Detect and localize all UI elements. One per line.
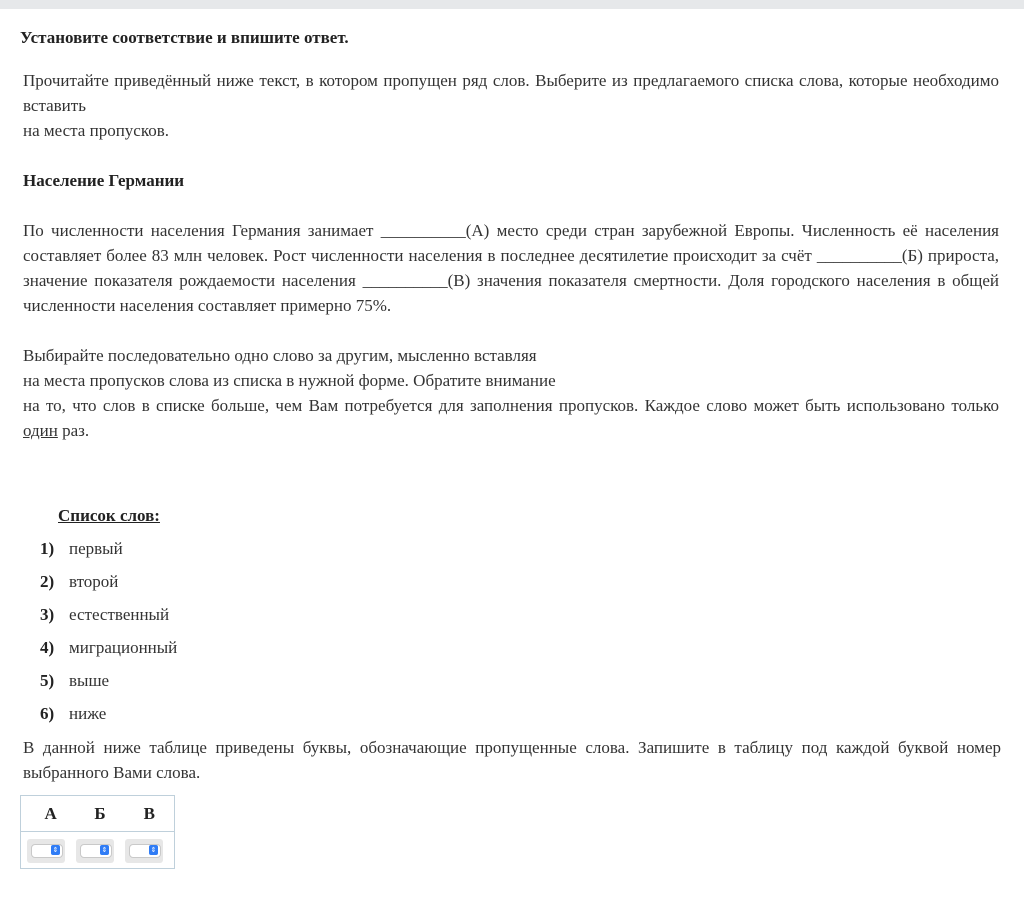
select-arrows-icon: ⇕ [52,846,59,854]
list-item: 1) первый [40,539,123,558]
column-header-v: В [143,804,155,823]
column-header-b: Б [94,804,106,823]
list-item: 3) естественный [40,605,170,624]
answer-select-a[interactable] [27,839,65,863]
hint-line-3: на то, что слов в списке больше, чем Вам потребуется для заполнения пропусков. Каждое слово может быть использовано только один раз. [23,396,1000,440]
answer-select-v[interactable] [125,839,163,863]
task-instructions: Прочитайте приведённый ниже текст, в котором пропущен ряд слов. Выберите из предлагаемого списка слова, которые необходимо вставить на места пропусков. [23,71,999,140]
select-arrows-icon: ⇕ [101,846,108,854]
list-item: 4) миграционный [40,638,178,657]
column-header-a: А [44,804,57,823]
list-item: 6) ниже [40,704,107,723]
task-title: Установите соответствие и впишите ответ. [20,28,349,47]
list-item: 2) второй [40,572,119,591]
answer-table [20,795,175,869]
word-list-title: Список слов: [58,506,160,525]
text-passage: По численности населения Германия занимает __________(А) место среди стран зарубежной Европы. Численность её населения составляет более 83 млн человек. Рост численности населения в последнее десятилетие происходит за счёт __________(Б) прироста, значение показателя рождаемости населения __________(В) значения показателя смертности. Доля городского населения в общей численности населения составляет примерно 75%. [23,221,1000,315]
top-bar [0,0,1024,9]
hint-line-1: Выбирайте последовательно одно слово за другим, мысленно вставляя [23,346,537,365]
answer-select-b[interactable] [76,839,114,863]
table-instruction: В данной ниже таблице приведены буквы, обозначающие пропущенные слова. Запишите в таблицу под каждой буквой номер выбранного Вами слова. [23,738,1001,782]
select-arrows-icon: ⇕ [150,846,157,854]
word-list [40,536,177,734]
list-item: 5) выше [40,671,110,690]
emphasis-one: один [23,421,58,440]
answer-row [21,832,174,863]
answer-table-header [21,796,174,832]
text-heading: Население Германии [23,171,185,190]
hint-line-2: на места пропусков слова из списка в нужной форме. Обратите внимание [23,371,556,390]
